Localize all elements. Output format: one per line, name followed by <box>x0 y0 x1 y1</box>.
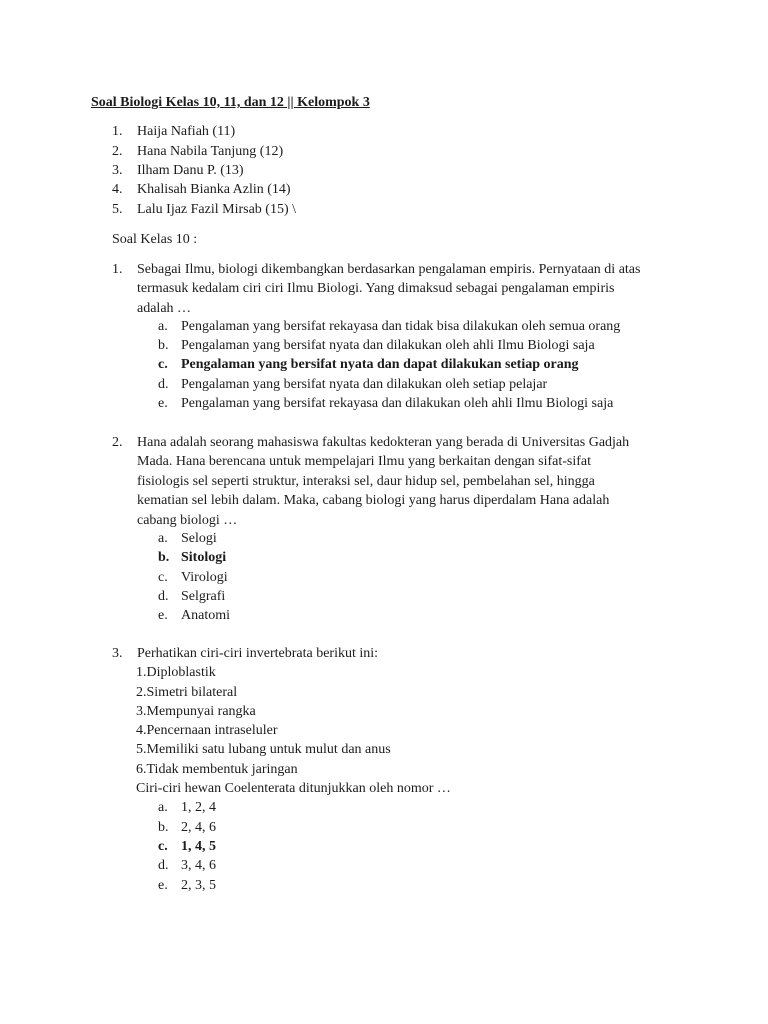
option-letter: d. <box>158 589 169 604</box>
option-letter: d. <box>158 858 169 873</box>
question-line: Perhatikan ciri-ciri invertebrata berikut ini: <box>137 646 379 661</box>
member-name: Hana Nabila Tanjung (12) <box>137 144 284 159</box>
option-text: 1, 2, 4 <box>181 800 216 815</box>
feature-item: 1.Diploblastik <box>136 665 216 680</box>
option-text: 1, 4, 5 <box>181 839 216 854</box>
question-prompt: Ciri-ciri hewan Coelenterata ditunjukkan oleh nomor … <box>136 781 451 796</box>
option-text: Pengalaman yang bersifat rekayasa dan dilakukan oleh ahli Ilmu Biologi saja <box>181 396 614 411</box>
member-name: Haija Nafiah (11) <box>137 124 236 139</box>
option-text: Selgrafi <box>181 589 226 604</box>
member-name: Khalisah Bianka Azlin (14) <box>137 182 291 197</box>
feature-item: 6.Tidak membentuk jaringan <box>136 762 298 777</box>
question-text <box>137 260 640 318</box>
question-number: 2. <box>112 435 123 450</box>
question-line: cabang biologi … <box>137 512 238 528</box>
option-text: Anatomi <box>181 608 230 623</box>
option-letter: d. <box>158 377 169 392</box>
option-letter: e. <box>158 878 168 893</box>
option-letter: e. <box>158 396 168 411</box>
member-number: 3. <box>112 163 123 178</box>
section-label: Soal Kelas 10 : <box>112 232 198 247</box>
option-letter: b. <box>158 820 169 835</box>
option-letter: c. <box>158 357 168 372</box>
option-text: Pengalaman yang bersifat nyata dan dilakukan oleh setiap pelajar <box>181 377 548 392</box>
feature-item: 4.Pencernaan intraseluler <box>136 723 278 738</box>
question-line: termasuk kedalam ciri ciri Ilmu Biologi. Yang dimaksud sebagai pengalaman empiris <box>137 281 615 297</box>
feature-item: 5.Memiliki satu lubang untuk mulut dan anus <box>136 742 391 757</box>
question-line: Hana adalah seorang mahasiswa fakultas kedokteran yang berada di Universitas Gadjah <box>137 435 630 450</box>
member-number: 2. <box>112 144 123 159</box>
option-text: Sitologi <box>181 550 227 565</box>
option-letter: c. <box>158 839 168 854</box>
feature-item: 2.Simetri bilateral <box>136 685 238 700</box>
option-letter: b. <box>158 338 169 353</box>
option-letter: a. <box>158 531 168 546</box>
option-text: 2, 3, 5 <box>181 878 216 893</box>
question-line: adalah … <box>137 300 192 316</box>
question-text <box>137 433 629 530</box>
member-number: 4. <box>112 182 123 197</box>
option-letter: a. <box>158 800 168 815</box>
member-number: 1. <box>112 124 123 139</box>
question-number: 1. <box>112 262 123 277</box>
option-letter: b. <box>158 550 170 565</box>
option-text: 2, 4, 6 <box>181 820 216 835</box>
option-letter: a. <box>158 319 168 334</box>
option-text: Pengalaman yang bersifat rekayasa dan tidak bisa dilakukan oleh semua orang <box>181 319 621 334</box>
question-line: fisiologis sel seperti struktur, interaksi sel, daur hidup sel, pembelahan sel, hingga <box>137 473 595 489</box>
option-text: Virologi <box>181 570 228 585</box>
feature-item: 3.Mempunyai rangka <box>136 704 256 719</box>
option-letter: c. <box>158 570 168 585</box>
member-name: Lalu Ijaz Fazil Mirsab (15) \ <box>137 202 297 217</box>
member-name: Ilham Danu P. (13) <box>137 163 244 178</box>
question-line: kematian sel lebih dalam. Maka, cabang biologi yang harus diperdalam Hana adalah <box>137 493 610 509</box>
document-title: Soal Biologi Kelas 10, 11, dan 12 || Kelompok 3 <box>91 95 370 110</box>
option-text: Pengalaman yang bersifat nyata dan dapat dilakukan setiap orang <box>181 357 579 372</box>
option-letter: e. <box>158 608 168 623</box>
option-text: Pengalaman yang bersifat nyata dan dilakukan oleh ahli Ilmu Biologi saja <box>181 338 595 353</box>
option-text: 3, 4, 6 <box>181 858 216 873</box>
question-number: 3. <box>112 646 123 661</box>
option-text: Selogi <box>181 531 217 546</box>
question-line: Sebagai Ilmu, biologi dikembangkan berdasarkan pengalaman empiris. Pernyataan di atas <box>137 262 641 277</box>
member-number: 5. <box>112 202 123 217</box>
question-line: Mada. Hana berencana untuk mempelajari Ilmu yang berkaitan dengan sifat-sifat <box>137 454 592 470</box>
